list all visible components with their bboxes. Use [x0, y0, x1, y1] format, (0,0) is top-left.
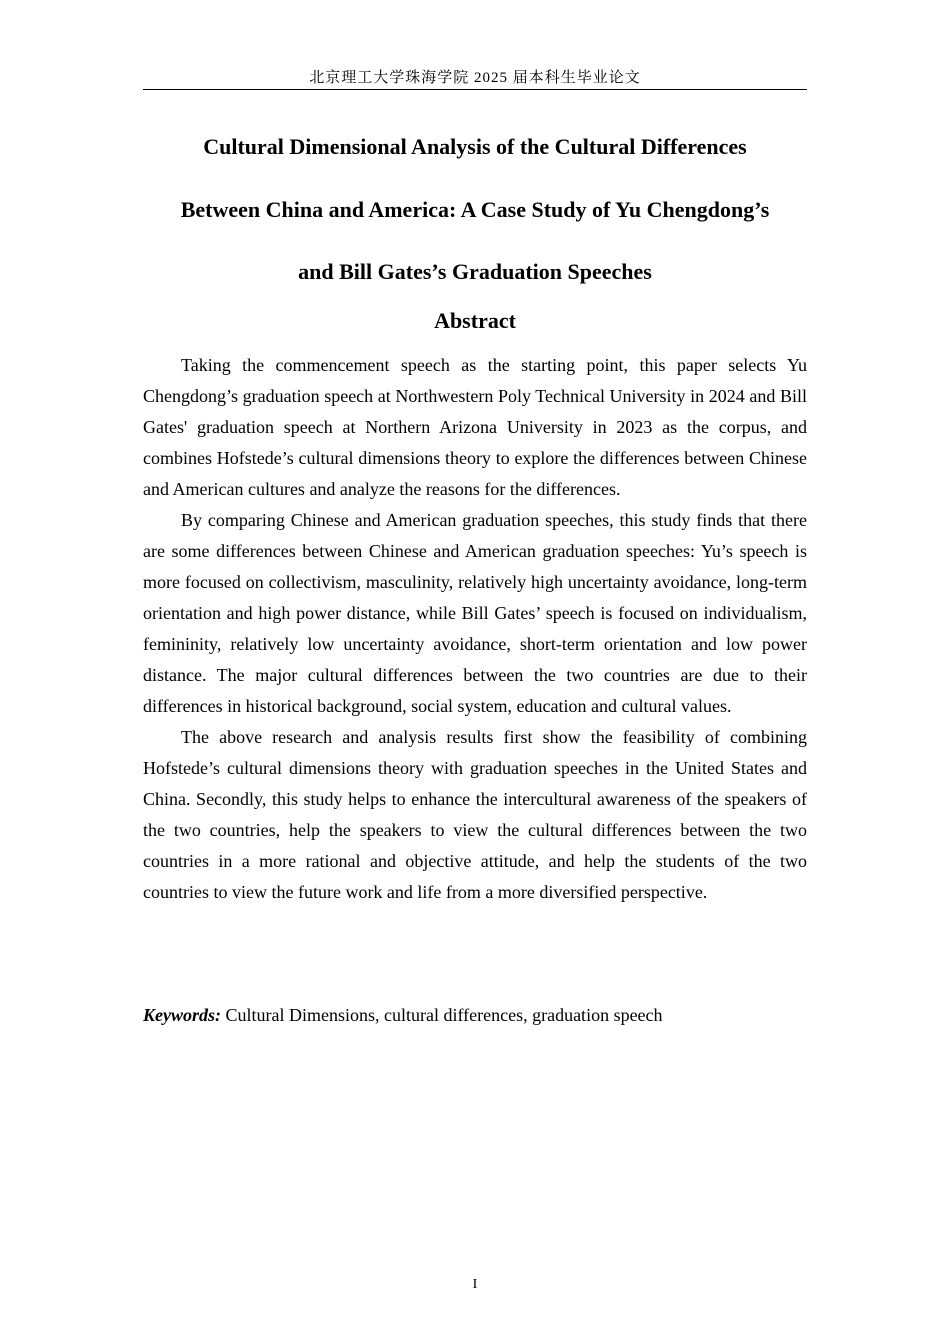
thesis-title — [143, 116, 807, 304]
thesis-title-line-1: Cultural Dimensional Analysis of the Cultural Differences — [203, 134, 747, 159]
page-number: I — [472, 1277, 478, 1292]
thesis-title-line-3: and Bill Gates’s Graduation Speeches — [298, 259, 652, 284]
abstract-heading: Abstract — [434, 308, 516, 333]
abstract-body — [143, 350, 807, 908]
abstract-paragraph-3: The above research and analysis results first show the feasibility of combining Hofstede’s cultural dimensions theory with graduation speeches in the United States and China. Secondly, this study helps to enhance the intercultural awareness of the speakers of the two countries, help the speakers to view the cultural differences between the two countries in a more rational and objective attitude, and help the students of the two countries to view the future work and life from a more diversified perspective. — [143, 727, 807, 902]
thesis-title-line-2: Between China and America: A Case Study of Yu Chengdong’s — [180, 196, 770, 222]
keywords-line — [143, 1000, 807, 1031]
keywords-label: Keywords: — [143, 1005, 221, 1025]
keywords-text: Cultural Dimensions, cultural differences, graduation speech — [221, 1005, 663, 1025]
abstract-paragraph-2: By comparing Chinese and American graduation speeches, this study finds that there are some differences between Chinese and American graduation speeches: Yu’s speech is more focused on collectivism, masculinity, relatively high uncertainty avoidance, long-term orientation and high power distance, while Bill Gates’ speech is focused on individualism, femininity, relatively low uncertainty avoidance, short-term orientation and low power distance. The major cultural differences between the two countries are due to their differences in historical background, social system, education and cultural values. — [143, 510, 807, 716]
running-header: 北京理工大学珠海学院 2025 届本科生毕业论文 — [143, 68, 807, 90]
abstract-paragraph-1: Taking the commencement speech as the starting point, this paper selects Yu Chengdong’s graduation speech at Northwestern Poly Technical University in 2024 and Bill Gates' graduation speech at Northern Arizona University in 2023 as the corpus, and combines Hofstede’s cultural dimensions theory to explore the differences between Chinese and American cultures and analyze the reasons for the differences. — [143, 355, 807, 499]
